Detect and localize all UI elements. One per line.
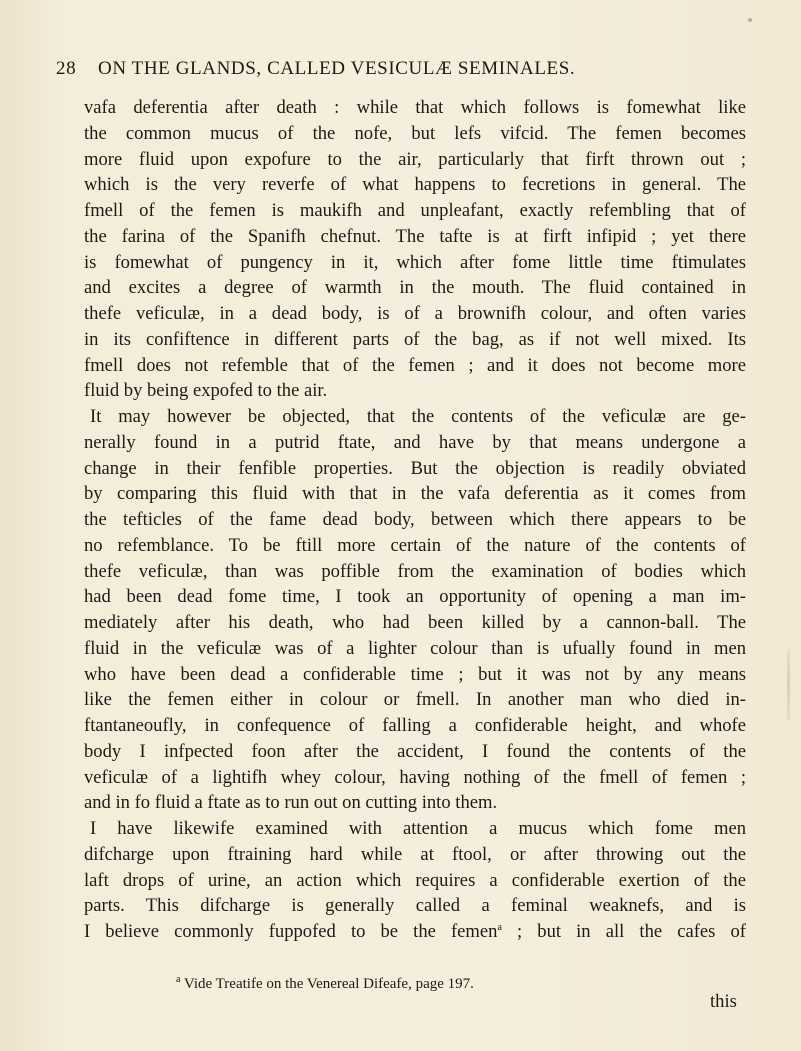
text-line: fluid in the veficulæ was of a lighter colour than is ufually found in men (84, 637, 746, 659)
text-line: laft drops of urine, an action which requires a confiderable exertion of the (84, 869, 746, 891)
text-line: difcharge upon ftraining hard while at ftool, or after throwing out the (84, 843, 746, 865)
running-header (56, 54, 746, 84)
text-line: mediately after his death, who had been killed by a cannon-ball. The (84, 612, 746, 633)
text-line: fluid by being expofed to the air. (84, 380, 328, 402)
footnote-mark: a (176, 974, 181, 985)
text-line: in its confiftence in different parts of the bag, as if not well mixed. Its (84, 328, 746, 350)
text-line: which is the very reverfe of what happens to fecretions in general. The (84, 174, 746, 196)
text-line: body I infpected foon after the accident, I found the contents of the (84, 740, 746, 762)
page-number: 28 (56, 58, 77, 79)
page-edge-shadow (787, 650, 790, 720)
paper-speck (748, 18, 752, 22)
body-text (84, 95, 746, 945)
text-line: thefe veficulæ, in a dead body, is of a brownifh colour, and often varies (84, 303, 746, 324)
catchword: this (710, 991, 737, 1012)
text-line-start: I believe commonly fuppofed to be the femen (84, 921, 498, 942)
text-line: parts. This difcharge is generally called a feminal weaknefs, and is (84, 895, 746, 917)
text-line: the farina of the Spanifh chefnut. The tafte is at firft infipid ; yet there (84, 225, 746, 247)
text-line: thefe veficulæ, than was poffible from the examination of bodies which (84, 560, 746, 582)
text-line-end: ; but in all the cafes of (501, 921, 746, 942)
running-title: ON THE GLANDS, CALLED VESICULÆ SEMINALES. (98, 58, 576, 79)
text-line: the common mucus of the nofe, but lefs vifcid. The femen becomes (84, 122, 746, 144)
text-line: more fluid upon expofure to the air, particularly that firft thrown out ; (84, 148, 746, 170)
text-line: nerally found in a putrid ftate, and have by that means undergone a (84, 431, 746, 453)
text-line: ftantaneoufly, in confequence of falling a confiderable height, and whofe (84, 715, 746, 736)
text-line: and in fo fluid a ftate as to run out on cutting into them. (84, 792, 498, 814)
text-line: who have been dead a confiderable time ; but it was not by any means (84, 663, 746, 685)
text-line: veficulæ of a lightifh whey colour, having nothing of the fmell of femen ; (84, 766, 746, 788)
footnote-reference: a (497, 921, 502, 933)
text-line: fmell of the femen is maukifh and unpleafant, exactly refembling that of (84, 200, 746, 221)
text-line: I have likewife examined with attention a mucus which fome men (90, 818, 746, 839)
text-line-with-footnote (84, 919, 746, 945)
text-line: no refemblance. To be ftill more certain of the nature of the contents of (84, 534, 746, 556)
text-line: is fomewhat of pungency in it, which after fome little time ftimulates (84, 251, 746, 273)
text-line: and excites a degree of warmth in the mouth. The fluid contained in (84, 277, 746, 299)
text-line: had been dead fome time, I took an opportunity of opening a man im- (84, 586, 746, 608)
text-line: the tefticles of the fame dead body, between which there appears to be (84, 509, 746, 530)
text-line: fmell does not refemble that of the femen ; and it does not become more (84, 354, 746, 376)
text-line: vafa deferentia after death : while that which follows is fomewhat like (84, 97, 746, 118)
footnote-text: Vide Treatife on the Venereal Difeafe, page 197. (180, 976, 474, 992)
text-line: change in their fenfible properties. But the objection is readily obviated (84, 457, 746, 479)
footnote (176, 974, 696, 993)
text-line: It may however be objected, that the contents of the veficulæ are ge- (90, 406, 746, 427)
text-line: by comparing this fluid with that in the vafa deferentia as it comes from (84, 483, 746, 505)
text-line: like the femen either in colour or fmell. In another man who died in- (84, 689, 746, 711)
